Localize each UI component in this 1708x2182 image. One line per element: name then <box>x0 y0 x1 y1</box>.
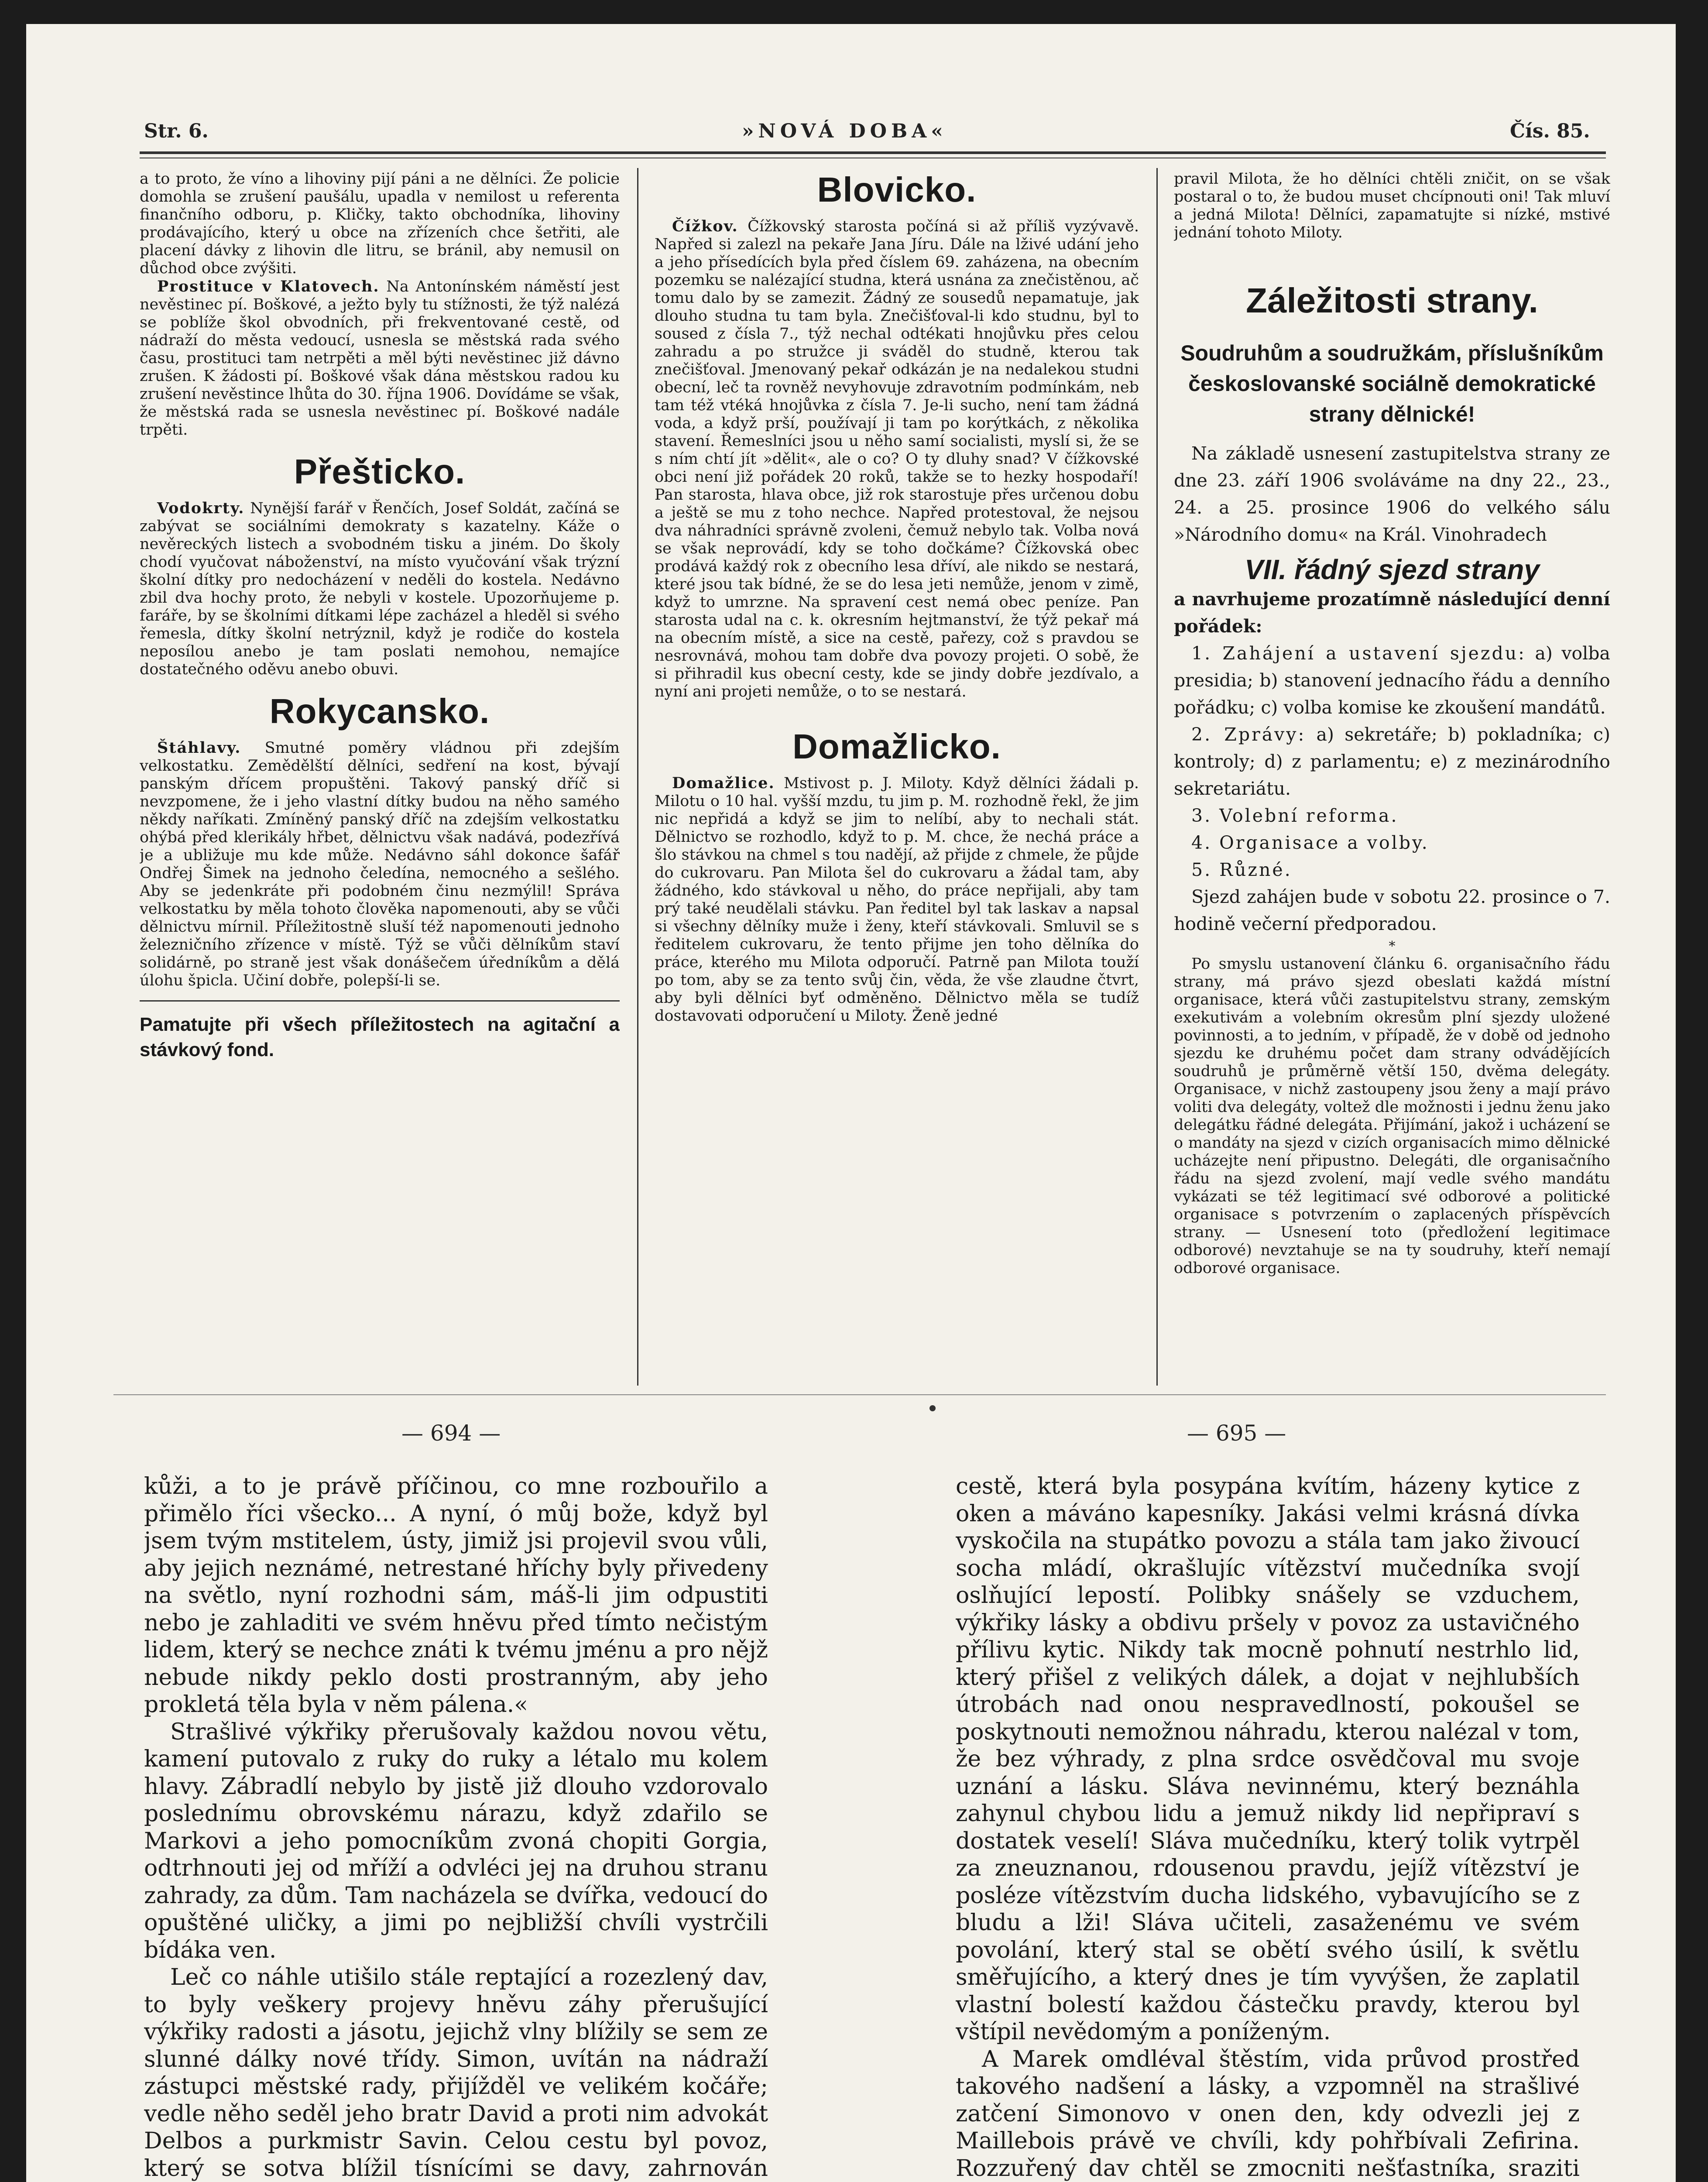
book-paragraph: Leč co náhle utišilo stále reptající a rozezlený dav, to byly veškery projevy hněvu záhy přerušující výkřiky radosti a jásotu, jejichž vlny blížily se sem ze slunné dálky nové třídy. Simon, uvítán na nádraží zástupci městské rady, přijížděl ve velikém kočáře; vedle něho seděl jeho bratr David a proti nim advokát Delbos a purkmistr Savin. Celou cestu byl povoz, který se sotva blížil tísnícími se davy, zahrnován <box>144 1964 768 2182</box>
agenda-item-text: a) sekretáře; b) pokladníka; c) kontroly; d) z parlamentu; e) z mezinárodního sekretariátu. <box>1174 724 1610 799</box>
article-paragraph: Po smyslu ustanovení článku 6. organisačního řádu strany, má právo sjezd obeslati každá místní organisace, která vůči zastupitelstvu strany, zemským exekutivám a volebním okresům plní sjezdy uložené povinnosti, a to jedním, v případě, že v době od jednoho sjezdu ke druhému počet dam strany odvádějících soudruhů je průměrně větší 150, dvěma delegáty. Organisace, v nichž zastoupeny jsou ženy a mají právo voliti dva delegáty, voltež dle možnosti i jednu ženu jako delegátku řádné delegáta. Přijímání, jakož i ucházení se o mandáty na sjezd v cizích organisacích mimo dělnické ucházejte není připustno. Delegáti, dle organisačního řádu na sjezd zvolení, mají vedle svého mandátu vykázati se též legitimací své odborové a politické organisace s potvrzením o zaplacených příspěvcích strany. — Usnesení toto (předložení legitimace odborové) nevztahuje se na ty soudruhy, kteří nemají odborové organisace. <box>1174 955 1610 1277</box>
book-paragraph: Strašlivé výkřiky přerušovaly každou novou větu, kamení putovalo z ruky do ruky a létalo mu kolem hlavy. Zábradlí nebylo by jistě již dlouho vzdorovalo poslednímu obrovskému nárazu, když zdařilo se Markovi a jeho pomocníkům zvoná chopiti Gorgia, odtrhnouti jej od mříží a odvléci jej na druhou stranu zahrady, za dům. Tam nacházela se dvířka, vedoucí do opuštěné uličky, a jimi po nejbližší chvíli vystrčili bídáka ven. <box>144 1719 768 1963</box>
page-label: Str. 6. <box>144 120 209 142</box>
column-middle <box>655 170 1139 1375</box>
column-left <box>140 170 620 1375</box>
newspaper-scan <box>26 24 1676 2182</box>
column-separator <box>1156 168 1158 1386</box>
book-page-right <box>956 1473 1580 2182</box>
article-paragraph: pravil Milota, že ho dělníci chtěli zničit, on se však postaral o to, že budou muset chcípnouti oni! Tak mluví a jedná Milota! Dělníci, zapamatujte si nízké, mstivé jednání tohoto Miloty. <box>1174 170 1610 241</box>
party-call-heading: Soudruhům a soudružkám, příslušníkům českoslovanské sociálně demokratické strany dělnické! <box>1180 341 1604 426</box>
article-text: Na Antonínském náměstí jest nevěstinec pí. Boškové, a ježto byly tu stížnosti, že týž nalézá se poblíže škol obvodních, při frekventované cestě, od nádraží do města vedoucí, usnesla se městská rada svého času, prostituci tam netrpěti a měl býti nevěstinec již dávno zrušen. K žádosti pí. Boškové však dána městskou radou ku zrušení nevěstince lhůta do 30. října 1906. Dovídáme se však, že městská rada se usnesla nevěstinec pí. Boškové nadále trpěti. <box>140 278 620 439</box>
article-keyword: Čížkov. <box>672 217 738 235</box>
agenda-item-text: a) volba presidia; b) stanovení jednacího řádu a denního pořádku; c) volba komise ke zkoušení mandátů. <box>1174 643 1610 718</box>
congress-title: VII. řádný sjezd strany <box>1245 554 1540 585</box>
agenda-item: 3. Volební reforma. <box>1191 805 1399 826</box>
book-page-left <box>144 1473 768 2182</box>
section-star: * <box>1389 939 1396 954</box>
announcement-paragraph: Na základě usnesení zastupitelstva strany ze dne 23. září 1906 svoláváme na dny 22., 23., 24. a 25. prosince 1906 do velkého sálu »Národního domu« na Král. Vinohradech <box>1174 443 1610 545</box>
center-dot <box>929 1405 936 1411</box>
region-heading: Blovicko. <box>817 170 977 209</box>
region-heading: Rokycansko. <box>269 692 490 731</box>
agenda-intro: a navrhujeme prozatímně následující denní pořádek: <box>1174 589 1610 637</box>
book-paragraph: A Marek omdléval štěstím, vida průvod prostřed takového nadšení a lásky, a vzpomněl na strašlivé zatčení Simonovo v onen den, kdy odvezli jej z Maillebois právě ve chvíli, kdy pohřbívali Zefirina. Rozzuřený dav chtěl se zmocniti nešťastníka, sraziti <box>956 2046 1580 2182</box>
book-page-number-left: — 694 — <box>401 1420 501 1446</box>
article-text: Mstivost p. J. Miloty. Když dělníci žádali p. Milotu o 10 hal. vyšší mzdu, tu jim p. M. rozhodně řekl, že jim nic nepřidá a když se jim to nelíbí, aby to nechali stát. Dělnictvo se rozhodlo, když to p. M. chce, že nechá práce a šlo stávkou na chmel s tou nadějí, až přijde z chmele, že půjde do cukrovaru. Pan Milota šel do cukrovaru a žádal tam, aby žádného, kdo stávkoval u něho, do práce nepřijali, aby tam prý také neudělali stávku. Pan ředitel byl tak laskav a napsal si všechny dělníky muže i ženy, kteří stávkovali. Smluvil se s ředitelem cukrovaru, že tento přijme jen toho dělníka do práce, kterého mu Milota odporučí. Patrně pan Milota touží po tom, aby se za tento svůj čin, věda, že vše zlaudne čtvrt, aby byli dělníci byť odměněno. Dělnictvo měla se tudíž dostavovati odporučení u Miloty. Ženě jedné <box>655 775 1139 1025</box>
region-heading: Domažlicko. <box>792 727 1001 766</box>
article-text: Čížkovský starosta počíná si až příliš vyzývavě. Napřed si zalezl na pekaře Jana Jíru. Dále na lživé udání jeho a jeho přísedících byla před číslem 69. zaházena, na obecním pozemku se nalézající studna, která usnána za znečistěnou, ač tomu dalo by se zamezit. Žádný ze sousedů nepamatuje, jak dlouho studna tu tam byla. Znečišťoval-li kdo studnu, byl to soused z čísla 7., týž nechal odtékati hnojůvku přes celou zahradu a po stružce ji sváděl do studně, kterou tak znečišťoval. Jmenovaný pekař odkázán je na nedalekou studni obecní, leč ta rovněž nevyhovuje zdravotním podmínkám, neb tam též vtéká hnojůvka z čísla 7. Je-li sucho, není tam žádná voda, a když prší, používají ji tam po korýtkách, z několika stavení. Řemeslníci jsou u něho samí socialisti, myslí si, že se s ním chtí jít »dělit«, ale o co? O ty dluhy snad? V čížkovské obci není již pořádek 20 roků, takže se to hezky hospodaří! Pan starosta, hlava obce, již rok starostuje přes určenou dobu a ještě se mu z toho nechce. Napřed protestoval, že nejsou dva náhradníci správně zvoleni, čemuž nebylo tak. Volba nová se však neprovádí, kdy se toho dočkáme? Čížkovská obec prodává každý rok z obecního lesa dříví, ale nikdo se nestará, které jsou tak bídné, že se do lesa jeti nemůže, jenom v zimě, když to umrzne. Na spravení cest nemá obec peníze. Pan starosta udal na c. k. okresním hejtmanství, že týž pekař má na obecním místě, a sice na cestě, pařezy, což s pravdou se nesrovnává, mohou tam dobře dva povozy projeti. O sobě, že si přihradil kus obecní cesty, kde se jindy dobře jezdívalo, a nyní ani projeti nemůže, o to se nestará. <box>655 218 1139 700</box>
article-text: Smutné poměry vládnou při zdejším velkostatku. Zemědělští dělníci, sedření na kost, bývají panským dřícem propuštěni. Takový panský dříč si nevzpomene, že i jeho vlastní dítky budou na něho samého někdy naříkati. Zmíněný panský dříč na zdejším velkostatku ohýbá před klerikály hřbet, dělnictvu však nadává, podezřívá je a ubližuje mu kde může. Nedávno sáhl dokonce šafář Ondřej Šimek na jednoho čeledína, nemocného a sešlého. Aby se jedenkráte při podobném činu nezmýlil! Správa velkostatku by měla tohoto člověka napomenouti, aby se vůči dělnictvu mírnil. Příležitostně sluší též napomenouti jednoho železničního zřízence v místě. Týž se vůči dělníkům staví solidárně, po straně jest však donášečem úředníkům a dělá úlohu špicla. Učiní dobře, polepší-li se. <box>140 739 620 989</box>
masthead: »NOVÁ DOBA« <box>742 120 947 142</box>
party-section-title: Záležitosti strany. <box>1246 281 1538 320</box>
header-rule <box>140 151 1606 154</box>
region-heading: Přešticko. <box>294 452 466 491</box>
fund-notice: Pamatujte při všech příležitostech na agitační a stávkový fond. <box>140 1014 620 1060</box>
article-keyword: Vodokrty. <box>157 499 245 517</box>
article-keyword: Prostituce v Klatovech. <box>157 278 380 295</box>
announcement-paragraph: Sjezd zahájen bude v sobotu 22. prosince o 7. hodině večerní předporadou. <box>1174 886 1610 934</box>
book-paragraph: cestě, která byla posypána kvítím, házeny kytice z oken a máváno kapesníky. Jakási velmi krásná dívka vyskočila na stupátko povozu a stála tam jako živoucí socha mládí, okrašlujíc vítězství mučedníka svojí oslňující lepostí. Polibky snášely se vzduchem, výkřiky lásky a obdivu pršely v povoz za ustavičného přílivu kytic. Nikdy tak mocně pohnutí nestrhlo lid, který přišel z velikých dálek, a dojat v nejhlubších útrobách nad onou nespravedlností, pokoušel se poskytnouti nemožnou náhradu, kterou nalézal v tom, že bez výhrady, z plna srdce osvědčoval mu svoje uznání a lásku. Sláva nevinnému, který beznáhla zahynul chybou lidu a jemuž nikdy lid nepřipraví s dostatek veselí! Sláva mučedníku, který tolik vytrpěl za zneuznanou, rdousenou pravdu, jejíž vítězství je posléze vítězstvím ducha lidského, vybavujícího se z bludu a lži! Sláva učiteli, zasaženému ve svém povolání, který stal se obětí svého úsilí, k světlu směřujícího, a který dnes je tím vyvýšen, že zaplatil vlastní bolestí každou částečku pravdy, kterou byl vštípil nevědomým a poníženým. <box>956 1473 1580 2045</box>
page-divider <box>113 1394 1606 1395</box>
agenda-item: 4. Organisace a volby. <box>1191 832 1429 853</box>
section-rule <box>140 1000 620 1002</box>
article-keyword: Domažlice. <box>672 774 775 792</box>
book-page-number-right: — 695 — <box>1187 1420 1286 1446</box>
column-separator <box>637 168 638 1386</box>
agenda-item-lead: 2. Zprávy: <box>1191 724 1306 745</box>
article-keyword: Štáhlavy. <box>157 739 241 757</box>
agenda-item-lead: 1. Zahájení a ustavení sjezdu: <box>1191 643 1526 664</box>
agenda-item: 5. Různé. <box>1191 859 1292 880</box>
issue-number: Čís. 85. <box>1510 120 1590 142</box>
book-paragraph: kůži, a to je právě příčinou, co mne rozbouřilo a přimělo říci všecko... A nyní, ó můj bože, když byl jsem tvým mstitelem, ústy, jimiž jsi projevil svou vůli, aby jejich neznámé, netrestané hříchy byly přivedeny na světlo, nyní rozhodni sám, máš-li jim odpustiti nebo je zahladiti ve svém hněvu před tímto nečistým lidem, který se nechce znáti k tvému jménu a pro nějž nebude nikdy peklo dosti prostranným, aby jeho prokletá těla byla v něm pálena.« <box>144 1473 768 1718</box>
article-paragraph: a to proto, že víno a lihoviny pijí páni a ne dělníci. Že policie domohla se zrušení paušálu, upadla v nemilost u referenta finančního odboru, p. Kličky, takto obchodníka, lihoviny prodávajícího, který u obce na zřízeních chce šetřiti, ale placení dávky z lihovin dle litru, se bránil, aby nemusil on důchod obce zvýšiti. <box>140 170 620 277</box>
column-right <box>1174 170 1610 1375</box>
article-text: Nynější farář v Řenčích, Josef Soldát, začíná se zabývat se sociálními demokraty s kazatelny. Káže o nevěreckých listech a svobodném tisku a jiném. Do školy chodí vyučovat náboženství, na místo vyučování však trýzní školní dítky pro nedocházení v neděli do kostela. Nedávno zbil dva hochy proto, že nebyli v kostele. Upozorňujeme p. faráře, by se školními dítkami lépe zacházel a hleděl si svého řemesla, dítky školní netrýznil, když je rodiče do kostela neposílou anebo je tam poslati nemohou, nemajíce dostatečného oděvu anebo obuvi. <box>140 500 620 678</box>
